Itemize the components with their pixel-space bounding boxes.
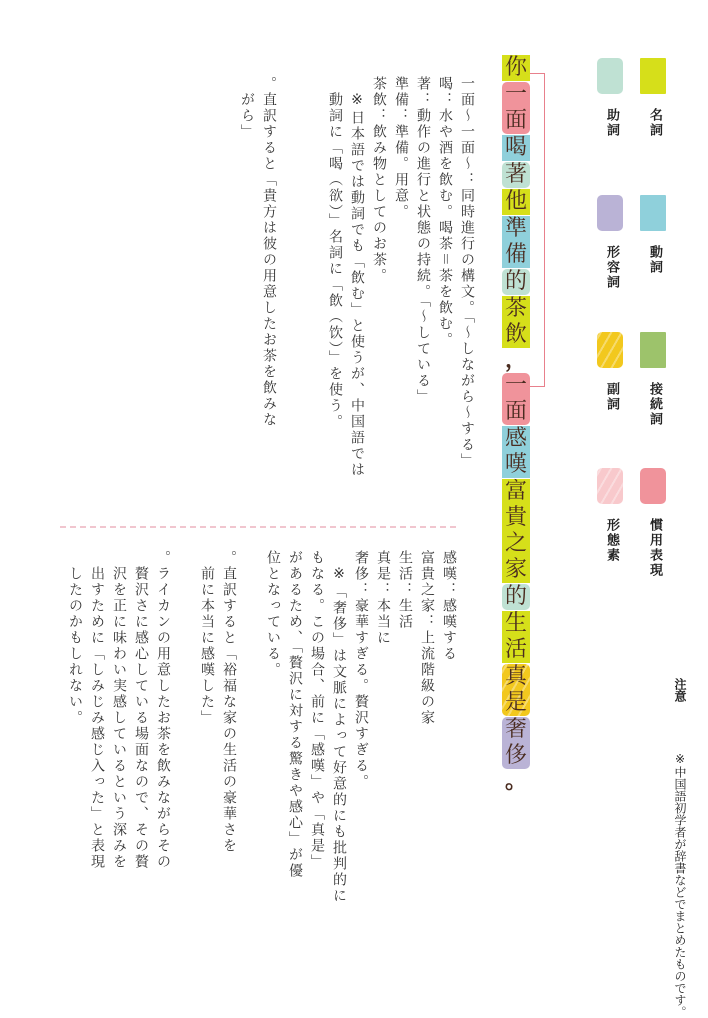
spacer [240, 550, 262, 970]
notes-part2 [64, 550, 460, 970]
word-adjective [502, 717, 530, 769]
legend-label: 形態素 [604, 518, 619, 563]
spacer [174, 550, 196, 970]
section-divider [60, 526, 456, 528]
character: 著 [504, 162, 527, 187]
swatch-idiom [640, 468, 666, 504]
punctuation: ， [504, 348, 527, 373]
note-line: 位となっている。 [265, 550, 281, 678]
legend-label: 慣用表現 [647, 518, 662, 578]
word-idiom [502, 373, 530, 425]
legend-label: 接続詞 [647, 382, 662, 427]
character: 是 [504, 690, 527, 715]
legend-label: 形容詞 [604, 245, 619, 290]
character: 之 [504, 531, 527, 556]
chinese-sentence [502, 55, 530, 794]
note-line: 喝：水や酒を飲む。喝茶＝茶を飲む。 [437, 76, 453, 348]
swatch-conjunction [640, 332, 666, 368]
translation-line: がら」 [239, 76, 255, 140]
character: 奢 [504, 717, 527, 742]
character: 飲 [504, 322, 527, 347]
character: 他 [504, 189, 527, 214]
legend-label: 助詞 [604, 108, 619, 138]
caution-text: ※中国語初学者が辞書などでまとめたものです。 [673, 752, 687, 1018]
note-line: 茶飲：飲み物としてのお茶。 [371, 76, 387, 284]
character: 生 [504, 611, 527, 636]
punctuation: 。 [504, 769, 527, 794]
character: 真 [504, 664, 527, 689]
character: 感 [504, 426, 527, 451]
character: 茶 [504, 296, 527, 321]
character: 的 [504, 269, 527, 294]
note-line: 準備：準備。用意。 [393, 76, 409, 220]
swatch-verb [640, 195, 666, 231]
word-noun [502, 611, 530, 663]
caution-title: 注意 [673, 678, 687, 702]
note-line: 真是：本当に [375, 550, 391, 646]
legend-label: 名詞 [647, 108, 662, 138]
character: 一 [504, 373, 527, 398]
note-line: 富貴之家：上流階級の家 [419, 550, 435, 726]
character: 面 [504, 108, 527, 133]
swatch-particle [597, 58, 623, 94]
word-verb [502, 216, 530, 268]
word-adverb [502, 664, 530, 716]
legend-label: 動詞 [647, 245, 662, 275]
character: 你 [504, 55, 527, 80]
note-line: があるため、「贅沢に対する驚きや感心」が優 [287, 550, 303, 879]
yimian-bracket-connector [530, 73, 545, 387]
note-line: 奢侈：豪華すぎる。贅沢すぎる。 [353, 550, 369, 790]
character: 準 [504, 216, 527, 241]
caution-note [672, 678, 688, 1018]
note-line: 生活：生活 [397, 550, 413, 630]
word-noun [502, 479, 530, 583]
commentary-line: 。ライカンの用意したお茶を飲みながらその [155, 550, 171, 870]
legend-label: 副詞 [604, 382, 619, 412]
note-line: 動詞に「喝（欲）」名詞に「飲（饮）」を使う。 [327, 76, 343, 430]
commentary-line: 出すために「しみじみ感じ入った」と表現 [89, 550, 105, 870]
word-particle [502, 584, 530, 610]
note-line: ※「奢侈」は文脈によって好意的にも批判的に [331, 550, 347, 904]
character: 家 [504, 557, 527, 582]
word-idiom [502, 82, 530, 134]
note-line: 一面～一面～：同時進行の構文。「～しながら～する」 [459, 76, 475, 469]
word-verb [502, 135, 530, 161]
character: 活 [504, 637, 527, 662]
notes-part1 [236, 76, 478, 516]
word-noun [502, 189, 530, 215]
swatch-adverb [597, 332, 623, 368]
word-noun [502, 55, 530, 81]
note-line: 著：動作の進行と状態の持続。「～している」 [415, 76, 431, 405]
commentary-line: 贅沢さに感心している場面なので、その贅 [133, 550, 149, 870]
translation-line: 。直訳すると「裕福な家の生活の豪華さを [221, 550, 237, 854]
note-line: ※日本語では動詞でも「飲む」と使うが、中国語では [349, 76, 365, 478]
character: 嘆 [504, 452, 527, 477]
word-noun [502, 296, 530, 348]
commentary-line: したのかもしれない。 [67, 550, 83, 726]
swatch-noun [640, 58, 666, 94]
character: 貴 [504, 505, 527, 530]
character: 的 [504, 584, 527, 609]
translation-line: 前に本当に感嘆した」 [199, 550, 215, 726]
character: 侈 [504, 743, 527, 768]
swatch-morpheme [597, 468, 623, 504]
spacer [280, 76, 324, 516]
swatch-adjective [597, 195, 623, 231]
translation-line: 。直訳すると「貴方は彼の用意したお茶を飲みな [261, 76, 277, 428]
character: 喝 [504, 135, 527, 160]
word-particle [502, 269, 530, 295]
note-line: 感嘆：感嘆する [441, 550, 457, 662]
note-line: もなる。この場合、前に「感嘆」や「真是」 [309, 550, 325, 870]
character: 富 [504, 479, 527, 504]
word-particle [502, 162, 530, 188]
commentary-line: 沢を正に味わい実感しているという深みを [111, 550, 127, 870]
character: 面 [504, 399, 527, 424]
character: 一 [504, 82, 527, 107]
word-verb [502, 426, 530, 478]
character: 備 [504, 242, 527, 267]
